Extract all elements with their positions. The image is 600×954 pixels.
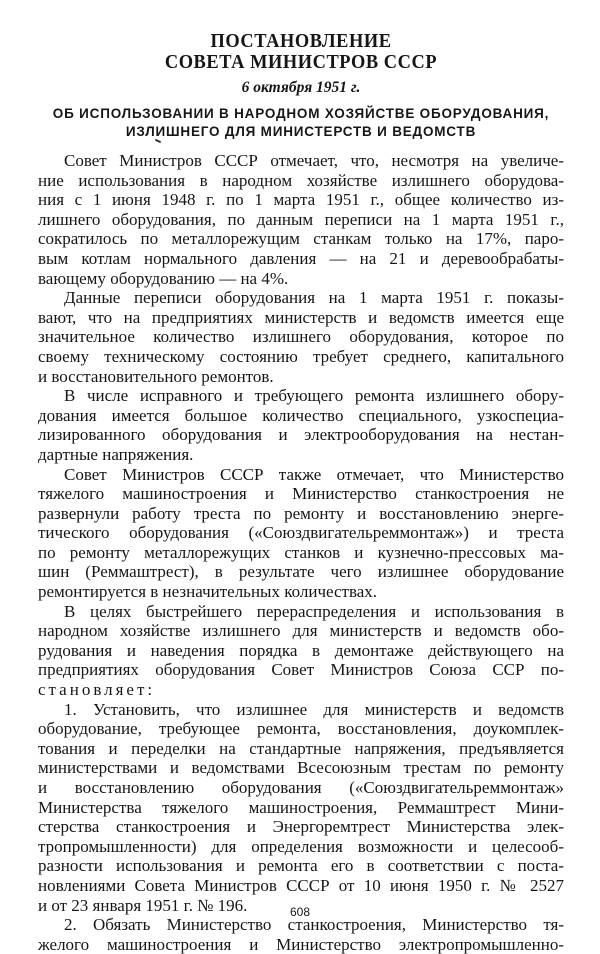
document-title-line-2: СОВЕТА МИНИСТРОВ СССР: [164, 51, 438, 73]
text-line: разности использования и ремонта его в соответствии с поста-: [38, 856, 564, 876]
text-line: вающему оборудованию — на 4%.: [38, 268, 289, 288]
text-line: желого машиностроения и Министерство электропромышленно-: [38, 934, 564, 954]
page-number: 608: [289, 905, 311, 919]
text-line: министерствами и ведомствами Всесоюзным трестам по ремонту: [38, 758, 564, 778]
text-line: 1. Установить, что излишнее для министерств и ведомств: [64, 699, 564, 719]
paragraph-1: [38, 151, 564, 288]
text-line: становляет:: [38, 680, 156, 700]
text-line: своему техническому состоянию требует среднего, капитального: [38, 346, 564, 366]
text-line: народном хозяйстве излишнего для министерств и ведомств обо-: [38, 621, 564, 641]
text-line: тования и переделки на стандартные напряжения, предъявляется: [38, 738, 564, 758]
text-line: Министерства тяжелого машиностроения, Реммаштрест Мини-: [38, 797, 564, 817]
text-line: тического оборудования («Союздвигательреммонтаж») и треста: [38, 523, 564, 543]
paragraph-3: [38, 386, 564, 464]
text-line: дования имеется большое количество специального, узкоспециа-: [38, 405, 564, 425]
text-line: предприятиях оборудования Совет Министров Союза ССР по-: [38, 660, 564, 680]
text-line: сократилось по металлорежущим станкам только на 17%, паро-: [38, 229, 564, 249]
text-line: Совет Министров СССР также отмечает, что Министерство: [64, 464, 564, 484]
text-line: тропромышленности) для определения возможности и целесооб-: [38, 836, 564, 856]
document-title-line-1: ПОСТАНОВЛЕНИЕ: [210, 30, 392, 52]
text-line: вым котлам нормального давления — на 21 и деревообрабаты-: [38, 248, 564, 268]
text-line: значительное количество излишнего оборудования, которое по: [38, 327, 564, 347]
paragraph-2: [38, 288, 564, 386]
text-line: рудования и наведения порядка в демонтаже действующего на: [38, 640, 564, 660]
stray-pen-mark: [155, 139, 161, 143]
document-date: 6 октября 1951 г.: [241, 79, 361, 96]
text-line: лишнего оборудования, по данным переписи на 1 марта 1951 г.,: [38, 209, 564, 229]
text-line: дартные напряжения.: [38, 444, 194, 464]
text-line: оборудование, требующее ремонта, восстановления, доукомплек-: [38, 719, 564, 739]
text-line: В числе исправного и требующего ремонта излишнего обору-: [64, 386, 564, 406]
text-line: Совет Министров СССР отмечает, что, несмотря на увеличе-: [64, 151, 564, 170]
resolution-item-1: [38, 700, 564, 916]
text-line: развернули работу треста по ремонту и восстановлению энерге-: [38, 503, 564, 523]
text-line: тяжелого машиностроения и Министерство станкостроения не: [38, 484, 564, 504]
text-line: ремонтируется в незначительных количествах.: [38, 582, 378, 602]
paragraph-5: [38, 602, 564, 700]
text-line: новлениями Совета Министров СССР от 10 июня 1950 г. № 2527: [38, 875, 564, 895]
document-subject-line-1: ОБ ИСПОЛЬЗОВАНИИ В НАРОДНОМ ХОЗЯЙСТВЕ ОБОРУДОВАНИЯ,: [52, 106, 550, 121]
text-line: и восстановлению оборудования («Союздвигательреммонтаж»: [38, 778, 564, 797]
text-line: ния с 1 июня 1948 г. по 1 марта 1951 г., общее количество из-: [38, 190, 564, 210]
text-line: стерства станкостроения и Энергоремтрест Министерства элек-: [38, 817, 564, 837]
text-line: В целях быстрейшего перераспределения и использования в: [64, 601, 564, 621]
text-line: по ремонту металлорежущих станков и кузнечно-прессовых ма-: [38, 542, 564, 562]
text-line: и от 23 января 1951 г. № 196.: [38, 895, 248, 915]
document-subject-line-2: ИЗЛИШНЕГО ДЛЯ МИНИСТЕРСТВ И ВЕДОМСТВ: [125, 124, 477, 139]
text-line: ние использования в народном хозяйстве излишнего оборудова-: [38, 170, 564, 190]
text-line: лизированного оборудования и электрооборудования на нестан-: [38, 425, 564, 445]
text-line: 2. Обязать Министерство станкостроения, Министерство тя-: [64, 915, 564, 935]
text-line: Данные переписи оборудования на 1 марта 1951 г. показы-: [64, 288, 564, 308]
text-line: шин (Реммаштрест), в результате чего излишнее оборудование: [38, 562, 564, 582]
document-body: [38, 151, 564, 954]
resolution-item-2: [38, 915, 564, 954]
paragraph-4: [38, 465, 564, 602]
text-line: и восстановительного ремонтов.: [38, 366, 274, 386]
text-line: вают, что на предприятиях министерств и ведомств имеется еще: [38, 307, 564, 327]
